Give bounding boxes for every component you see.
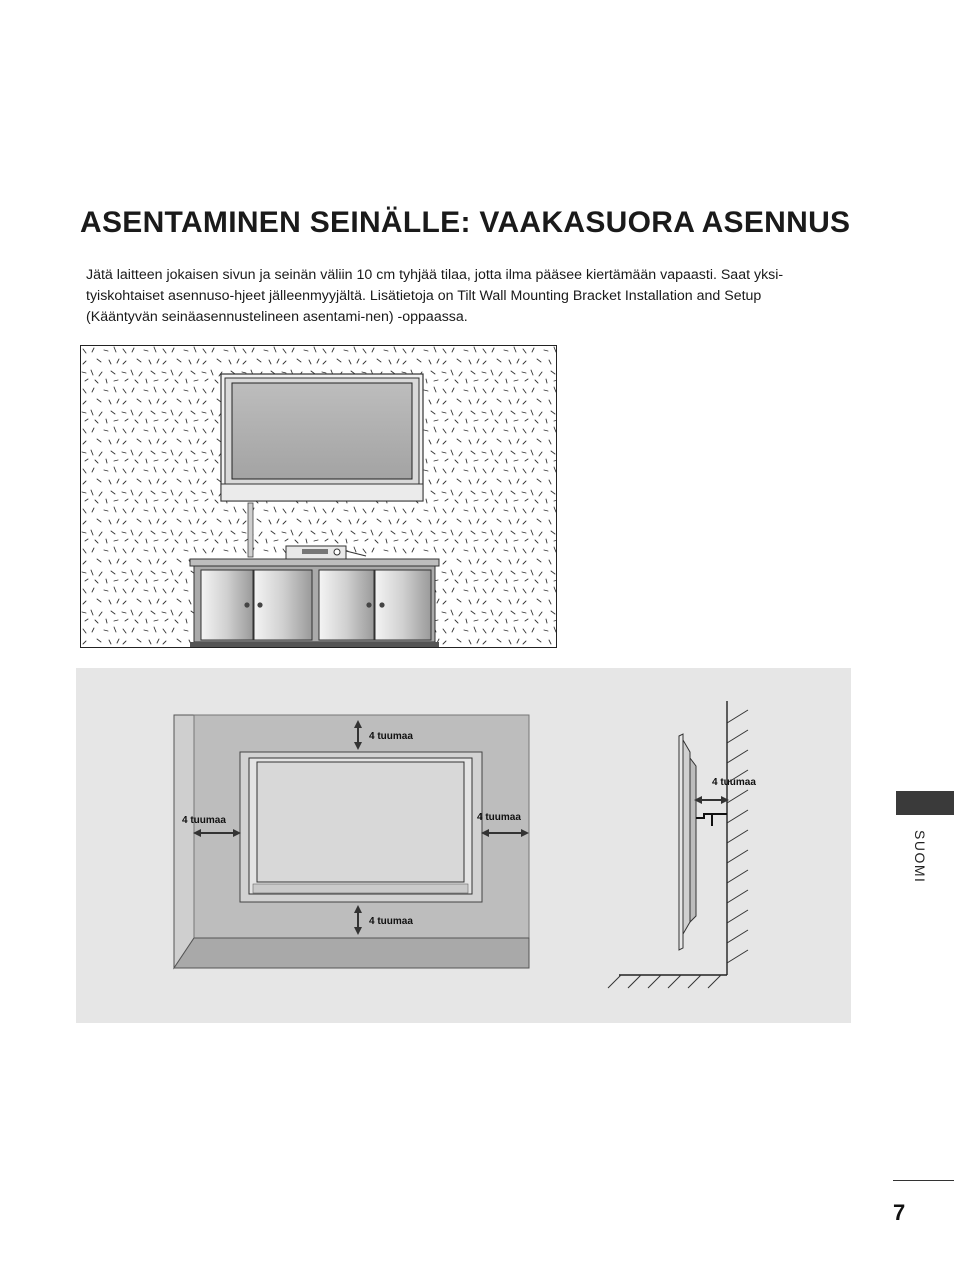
page-number: 7 xyxy=(893,1200,906,1225)
language-label: SUOMI xyxy=(912,830,928,884)
page-number-rule xyxy=(893,1180,954,1181)
wall-mounted-tv-illustration xyxy=(80,345,557,648)
front-view-clearance-diagram xyxy=(174,715,529,968)
clearance-side-label: 4 tuumaa xyxy=(712,777,756,788)
intro-paragraph: Jätä laitteen jokaisen sivun ja seinän väliin 10 cm tyhjää tilaa, jotta ilma pääsee kiertämään vapaasti. Saat yksi-tyiskohtaiset asennuso-hjeet jälleenmyyjältä. Lisätietoja on Tilt Wall Mounting Bracket Installation and Setup (Kääntyvän seinäasennustelineen asentami-nen) -oppaassa. xyxy=(86,267,784,325)
tv-front-icon xyxy=(221,374,423,501)
side-view-clearance-diagram xyxy=(608,701,756,988)
page-title: ASENTAMINEN SEINÄLLE: VAAKASUORA ASENNUS xyxy=(80,206,851,239)
clearance-diagram-panel xyxy=(76,668,851,1023)
clearance-right-label: 4 tuumaa xyxy=(477,812,521,823)
cabinet-icon xyxy=(190,559,439,647)
language-tab xyxy=(896,791,954,815)
clearance-diagrams xyxy=(76,668,851,1023)
clearance-top-label: 4 tuumaa xyxy=(369,731,413,742)
clearance-left-label: 4 tuumaa xyxy=(182,815,226,826)
clearance-bottom-label: 4 tuumaa xyxy=(369,916,413,927)
